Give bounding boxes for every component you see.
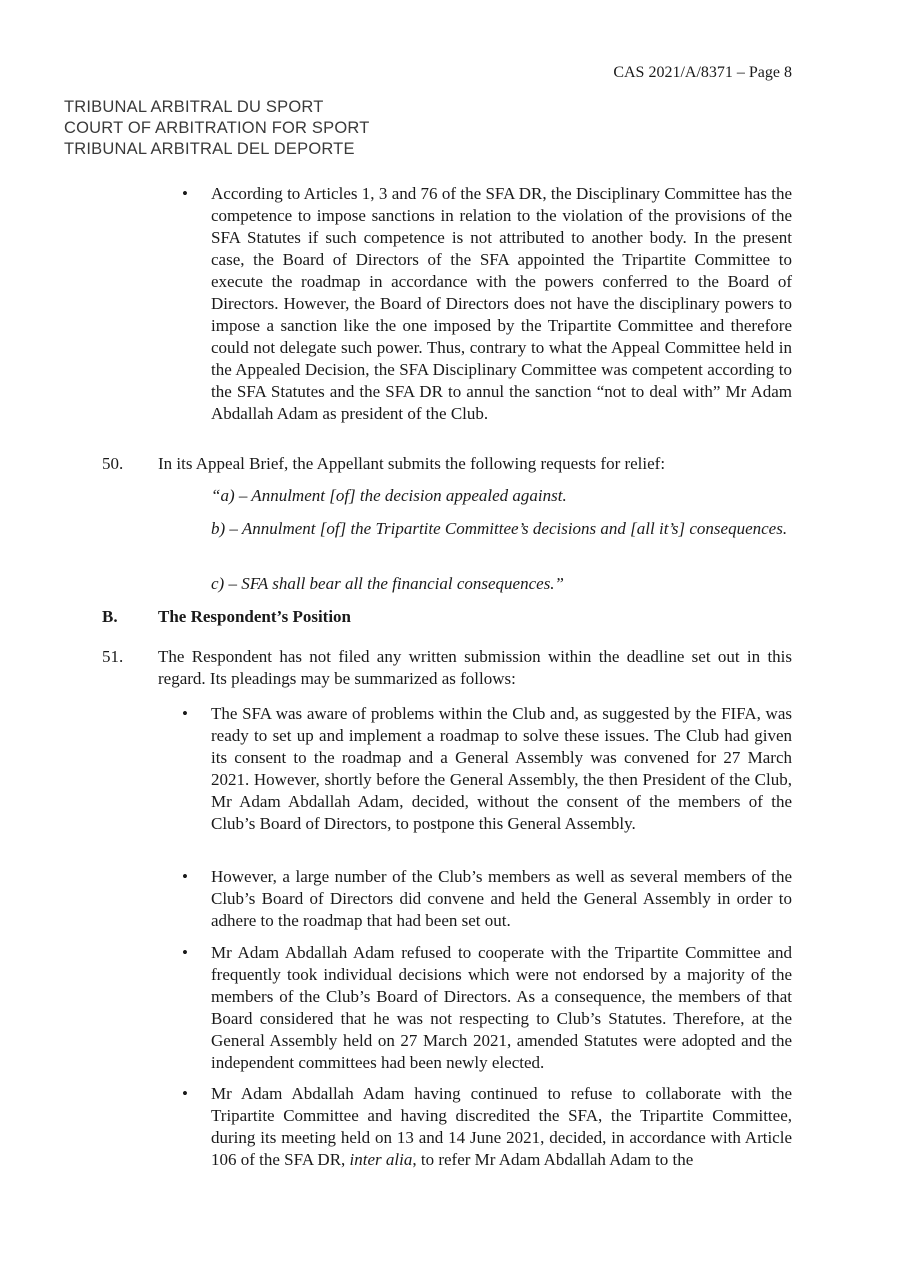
bullet-dot: •: [182, 184, 188, 203]
paragraph-number: 51.: [102, 647, 124, 666]
section-letter: B.: [102, 607, 118, 626]
court-header: [64, 97, 369, 160]
paragraph-text: In its Appeal Brief, the Appellant submits the following requests for relief:: [158, 454, 666, 473]
latin-phrase: inter alia: [349, 1150, 413, 1169]
bullet-dot: •: [182, 704, 188, 723]
bullet-item: [182, 866, 792, 932]
paragraph-text: The Respondent has not filed any written submission within the deadline set out in this regard. Its pleadings may be summarized as follows:: [158, 647, 792, 688]
paragraph-number: 50.: [102, 454, 124, 473]
page-reference: CAS 2021/A/8371 – Page 8: [613, 64, 792, 81]
bullet-item: [182, 703, 792, 835]
bullet-dot: •: [182, 943, 188, 962]
header-line-spanish: TRIBUNAL ARBITRAL DEL DEPORTE: [64, 140, 355, 158]
bullet-text: According to Articles 1, 3 and 76 of the SFA DR, the Disciplinary Committee has the competence to impose sanctions in relation to the violation of the provisions of the SFA Statutes if such competence is not attributed to another body. In the present case, the Board of Directors of the SFA appointed the Tripartite Committee to execute the roadmap in accordance with the powers conferred to the Board of Directors. However, the Board of Directors does not have the disciplinary powers to impose a sanction like the one imposed by the Tripartite Committee and therefore could not delegate such power. Thus, contrary to what the Appeal Committee held in the Appealed Decision, the SFA Disciplinary Committee was competent according to the SFA Statutes and the SFA DR to annul the sanction “not to deal with” Mr Adam Abdallah Adam as president of the Club.: [211, 184, 792, 423]
bullet-item: [182, 942, 792, 1074]
relief-request-c: c) – SFA shall bear all the financial consequences.”: [211, 574, 565, 593]
relief-request-a: “a) – Annulment [of] the decision appealed against.: [211, 486, 567, 505]
header-line-french: TRIBUNAL ARBITRAL DU SPORT: [64, 98, 324, 116]
bullet-text: Mr Adam Abdallah Adam refused to cooperate with the Tripartite Committee and frequently took individual decisions which were not endorsed by a majority of the members of the Club’s Board of Directors. As a consequence, the members of that Board considered that he was not respecting to Club’s Statutes. Therefore, at the General Assembly held on 27 March 2021, amended Statutes were adopted and the independent committees had been newly elected.: [211, 943, 792, 1072]
text-segment: Mr Adam Abdallah Adam having continued to refuse to collaborate with the Tripartite Committee and having discredited the SFA, the Tripartite Committee, during its meeting held on 13 and 14 June 2021, decided, in accordance with Article 106 of the SFA DR,: [211, 1084, 792, 1169]
bullet-dot: •: [182, 1084, 188, 1103]
bullet-item: [182, 183, 792, 425]
header-line-english: COURT OF ARBITRATION FOR SPORT: [64, 119, 370, 137]
bullet-text: The SFA was aware of problems within the Club and, as suggested by the FIFA, was ready to set up and implement a roadmap to solve these issues. The Club had given its consent to the roadmap and a General Assembly was convened for 27 March 2021. However, shortly before the General Assembly, the then President of the Club, Mr Adam Abdallah Adam, decided, without the consent of the members of the Club’s Board of Directors, to postpone this General Assembly.: [211, 704, 792, 833]
relief-request-b: b) – Annulment [of] the Tripartite Committee’s decisions and [all it’s] consequences.: [211, 519, 788, 538]
bullet-item: [182, 1083, 792, 1171]
bullet-text: However, a large number of the Club’s members as well as several members of the Club’s Board of Directors did convene and held the General Assembly in order to adhere to the roadmap that had been set out.: [211, 867, 792, 930]
text-segment: , to refer Mr Adam Abdallah Adam to the: [412, 1150, 694, 1169]
bullet-text: [211, 1083, 792, 1171]
section-title: The Respondent’s Position: [158, 607, 352, 626]
bullet-dot: •: [182, 867, 188, 886]
